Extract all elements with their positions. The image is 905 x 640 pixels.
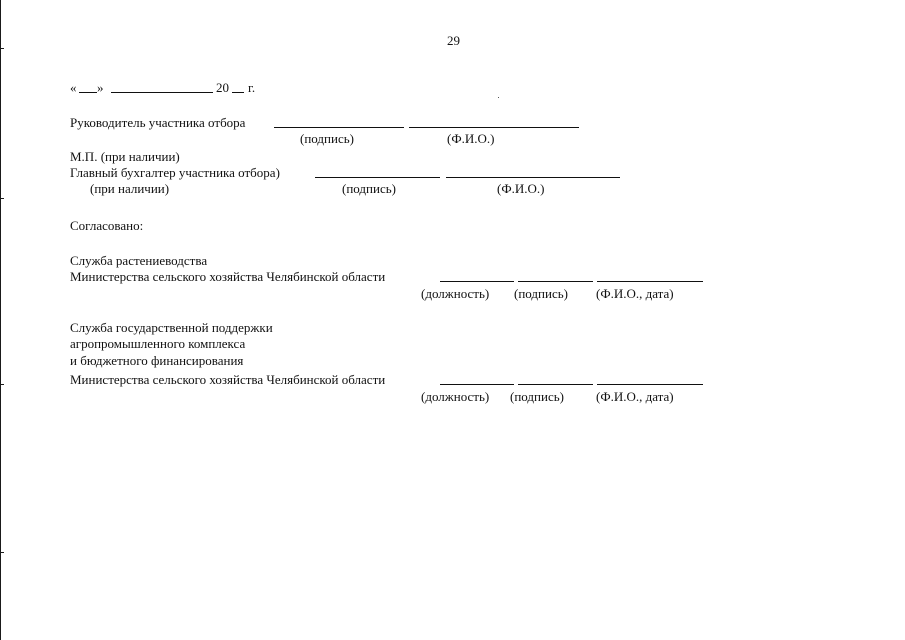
agreed-label: Согласовано: bbox=[70, 218, 144, 233]
support-service-line-1: Служба государственной поддержки bbox=[70, 320, 273, 335]
head-sign-line bbox=[274, 127, 404, 128]
support-service-line-2: агропромышленного комплекса bbox=[70, 336, 246, 351]
page-left-edge bbox=[0, 0, 6, 640]
date-close-quote: » bbox=[97, 80, 104, 95]
year-blank bbox=[232, 92, 244, 93]
chief-qualifier: (при наличии) bbox=[90, 181, 170, 196]
crop-sign-caption: (подпись) bbox=[514, 286, 568, 301]
chief-sign-caption: (подпись) bbox=[342, 181, 396, 196]
crop-name-date-caption: (Ф.И.О., дата) bbox=[596, 286, 674, 301]
support-service-line-4: Министерства сельского хозяйства Челябинской области bbox=[70, 372, 386, 387]
head-name-caption: (Ф.И.О.) bbox=[447, 131, 495, 146]
chief-accountant-label: Главный бухгалтер участника отбора) bbox=[70, 165, 280, 180]
date-open-quote: « bbox=[70, 80, 77, 95]
crop-position-caption: (должность) bbox=[421, 286, 490, 301]
crop-position-line bbox=[440, 281, 514, 282]
scan-speck bbox=[498, 97, 499, 98]
month-blank bbox=[111, 92, 213, 93]
year-suffix: г. bbox=[248, 80, 256, 95]
support-position-caption: (должность) bbox=[421, 389, 490, 404]
head-label: Руководитель участника отбора bbox=[70, 115, 246, 130]
support-sign-line bbox=[518, 384, 593, 385]
chief-sign-line bbox=[315, 177, 440, 178]
stamp-note: М.П. (при наличии) bbox=[70, 149, 180, 164]
crop-service-line-2: Министерства сельского хозяйства Челябинской области bbox=[70, 269, 386, 284]
head-sign-caption: (подпись) bbox=[300, 131, 354, 146]
crop-service-line-1: Служба растениеводства bbox=[70, 253, 208, 268]
support-service-line-3: и бюджетного финансирования bbox=[70, 353, 244, 368]
support-position-line bbox=[440, 384, 514, 385]
chief-name-line bbox=[446, 177, 620, 178]
year-prefix: 20 bbox=[216, 80, 229, 95]
crop-name-date-line bbox=[597, 281, 703, 282]
support-sign-caption: (подпись) bbox=[510, 389, 564, 404]
day-blank bbox=[79, 92, 97, 93]
crop-sign-line bbox=[518, 281, 593, 282]
page-number: 29 bbox=[447, 33, 460, 48]
support-name-date-caption: (Ф.И.О., дата) bbox=[596, 389, 674, 404]
chief-name-caption: (Ф.И.О.) bbox=[497, 181, 545, 196]
support-name-date-line bbox=[597, 384, 703, 385]
head-name-line bbox=[409, 127, 579, 128]
